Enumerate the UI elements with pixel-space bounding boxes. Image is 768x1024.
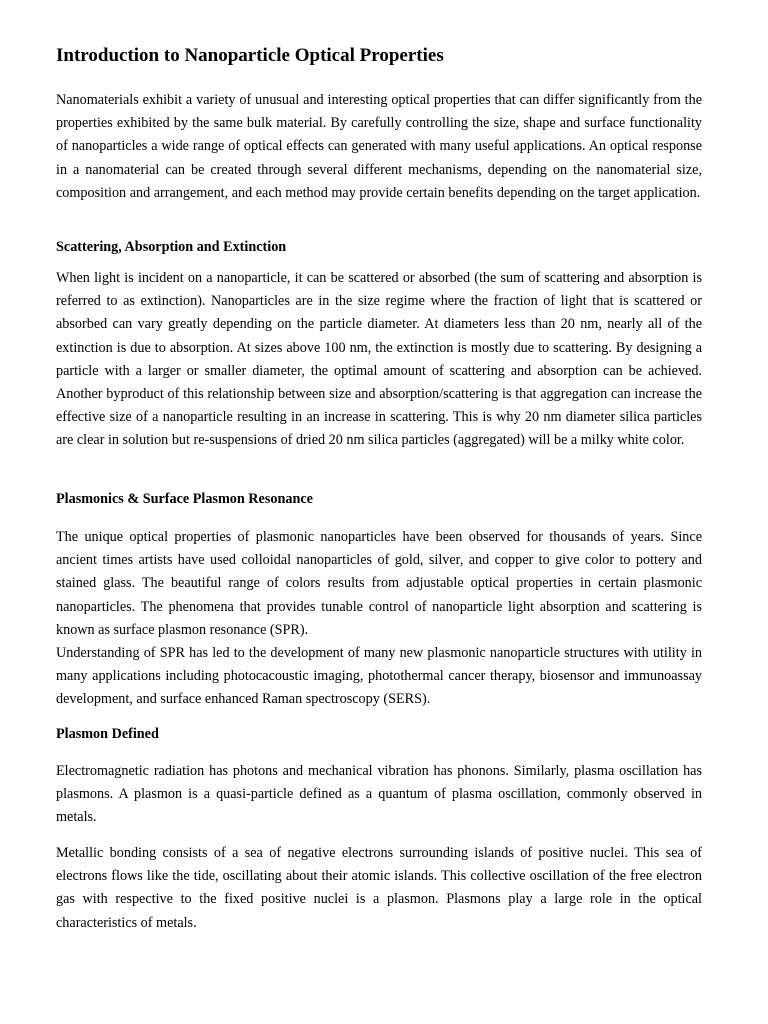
- document-title: Introduction to Nanoparticle Optical Properties: [56, 45, 444, 66]
- intro-paragraph: Nanomaterials exhibit a variety of unusual and interesting optical properties that can differ significantly from the properties exhibited by the same bulk material. By carefully controlling the size, shape and surface functionality of nanoparticles a wide range of optical effects can generated with many useful applications. An optical response in a nanomaterial can be created through several different mechanisms, depending on the nanomaterial size, composition and arrangement, and each method may provide certain benefits depending on the target application.: [56, 92, 702, 201]
- spr-applications-paragraph: Understanding of SPR has led to the development of many new plasmonic nanoparticle structures with utility in many applications including photocacoustic imaging, photothermal cancer therapy, biosensor and immunoassay development, and surface enhanced Raman spectroscopy (SERS).: [56, 645, 702, 708]
- section-heading-plasmonics: Plasmonics & Surface Plasmon Resonance: [56, 491, 313, 507]
- section-heading-plasmon-defined: Plasmon Defined: [56, 726, 159, 742]
- section-heading-scattering: Scattering, Absorption and Extinction: [56, 239, 287, 255]
- plasmonics-section-body: [56, 526, 702, 712]
- plasmonics-paragraph: The unique optical properties of plasmonic nanoparticles have been observed for thousands of years. Since ancient times artists have used colloidal nanoparticles of gold, silver, and copper to give color to pottery and stained glass. The beautiful range of colors results from adjustable optical properties in certain plasmonic nanoparticles. The phenomena that provides tunable control of nanoparticle light absorption and scattering is known as surface plasmon resonance (SPR).: [56, 529, 702, 638]
- metallic-bonding-paragraph: Metallic bonding consists of a sea of negative electrons surrounding islands of positive nuclei. This sea of electrons flows like the tide, oscillating about their atomic islands. This collective oscillation of the free electron gas with respective to the fixed positive nuclei is a plasmon. Plasmons play a large role in the optical characteristics of metals.: [56, 845, 702, 931]
- scattering-paragraph: When light is incident on a nanoparticle, it can be scattered or absorbed (the sum of scattering and absorption is referred to as extinction). Nanoparticles are in the size regime where the fraction of light that is scattered or absorbed can vary greatly depending on the particle diameter. At diameters less than 20 nm, nearly all of the extinction is due to absorption. At sizes above 100 nm, the extinction is mostly due to scattering. By designing a particle with a larger or smaller diameter, the optimal amount of scattering and absorption can be achieved. Another byproduct of this relationship between size and absorption/scattering is that aggregation can increase the effective size of a nanoparticle resulting in an increase in scattering. This is why 20 nm diameter silica particles are clear in solution but re-suspensions of dried 20 nm silica particles (aggregated) will be a milky white color.: [56, 270, 702, 449]
- plasmon-definition-paragraph: Electromagnetic radiation has photons and mechanical vibration has phonons. Similarly, plasma oscillation has plasmons. A plasmon is a quasi-particle defined as a quantum of plasma oscillation, commonly observed in metals.: [56, 763, 702, 826]
